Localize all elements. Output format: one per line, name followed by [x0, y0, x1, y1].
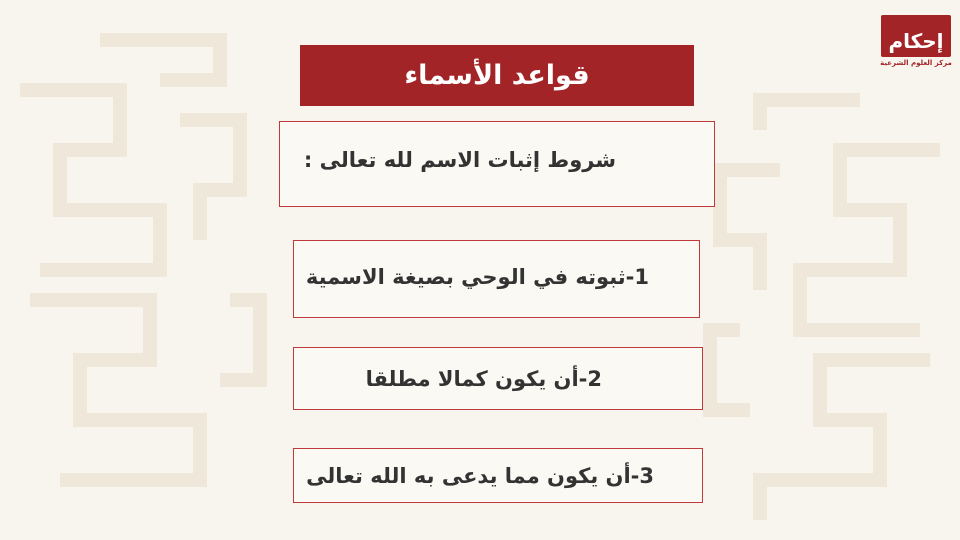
condition-text-2: 2-أن يكون كمالا مطلقا — [365, 366, 602, 391]
condition-text-3: 3-أن يكون مما يدعى به الله تعالى — [306, 463, 654, 488]
condition-text-1: 1-ثبوته في الوحي بصيغة الاسمية — [305, 265, 649, 289]
logo-tagline: مركز العلوم الشرعية — [880, 59, 952, 67]
condition-box-1 — [293, 240, 700, 318]
slide-title: قواعد الأسماء — [300, 45, 694, 106]
condition-box-3 — [293, 448, 703, 503]
subtitle-box — [279, 121, 715, 207]
subtitle-text: شروط إثبات الاسم لله تعالى : — [303, 148, 616, 172]
logo-name: إحكام — [888, 29, 944, 53]
condition-box-2 — [293, 347, 703, 410]
logo — [879, 15, 953, 83]
